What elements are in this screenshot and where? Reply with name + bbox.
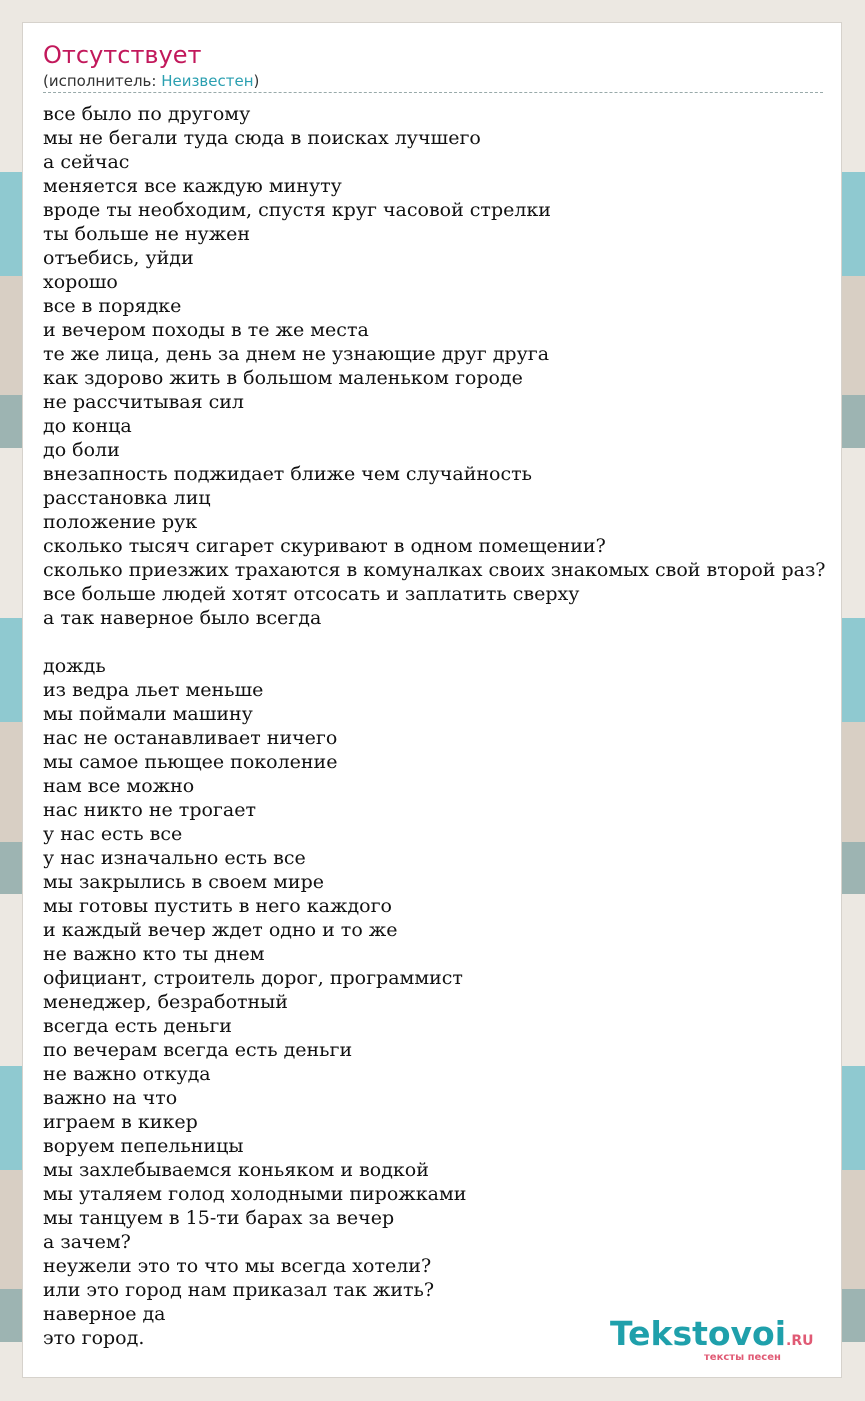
lyric-line: все было по другому [43,103,251,125]
site-logo[interactable] [610,1314,814,1363]
lyric-line: все в порядке [43,295,182,317]
lyric-line: ты больше не нужен [43,223,251,245]
lyric-line: отъебись, уйди [43,247,194,269]
lyric-line: вроде ты необходим, спустя круг часовой стрелки [43,199,551,221]
lyric-line: играем в кикер [43,1111,198,1133]
lyric-line: все больше людей хотят отсосать и заплатить сверху [43,583,580,605]
lyric-line: а сейчас [43,151,130,173]
lyric-line: важно на что [43,1087,178,1109]
lyric-line: до конца [43,415,132,437]
lyric-line: не рассчитывая сил [43,391,245,413]
lyric-line: по вечерам всегда есть деньги [43,1039,353,1061]
artist-prefix: (исполнитель: [43,72,162,90]
lyric-line: нас никто не трогает [43,799,256,821]
lyric-line: нас не останавливает ничего [43,727,338,749]
lyric-line: неужели это то что мы всегда хотели? [43,1255,432,1277]
lyric-line: или это город нам приказал так жить? [43,1279,435,1301]
lyric-line: мы готовы пустить в него каждого [43,895,392,917]
lyric-line: сколько тысяч сигарет скуривают в одном помещении? [43,535,606,557]
lyric-line: не важно откуда [43,1063,211,1085]
lyric-line: нам все можно [43,775,195,797]
lyrics-card [22,22,842,1378]
lyric-line: и каждый вечер ждет одно и то же [43,919,398,941]
lyric-line [43,630,841,654]
lyric-line: те же лица, день за днем не узнающие друг друга [43,343,550,365]
lyric-line: хорошо [43,271,118,293]
artist-link[interactable]: Неизвестен [161,72,254,90]
artist-suffix: ) [253,72,260,90]
lyric-line: мы танцуем в 15-ти барах за вечер [43,1207,395,1229]
song-title: Отсутствует [43,41,202,69]
lyric-line: как здорово жить в большом маленьком городе [43,367,523,389]
lyric-line: а так наверное было всегда [43,607,322,629]
lyric-line: мы уталяем голод холодными пирожками [43,1183,467,1205]
lyric-line: мы захлебываемся коньяком и водкой [43,1159,429,1181]
lyric-line: мы закрылись в своем мире [43,871,324,893]
lyric-line: воруем пепельницы [43,1135,244,1157]
lyric-line: мы самое пьющее поколение [43,751,338,773]
lyric-line: у нас есть все [43,823,183,845]
lyric-line: из ведра льет меньше [43,679,264,701]
logo-tagline: тексты песен [704,1352,781,1363]
lyric-line: официант, строитель дорог, программист [43,967,463,989]
lyric-line: у нас изначально есть все [43,847,306,869]
lyric-line: это город. [43,1327,145,1349]
lyric-line: мы поймали машину [43,703,253,725]
logo-name: Tekstovoi [610,1314,787,1353]
lyric-line: всегда есть деньги [43,1015,232,1037]
lyrics-text [43,102,841,1350]
lyric-line: сколько приезжих трахаются в комуналках своих знакомых свой второй раз? [43,559,826,581]
logo-tld: .RU [786,1333,814,1349]
lyric-line: а зачем? [43,1231,131,1253]
lyric-line: внезапность поджидает ближе чем случайность [43,463,532,485]
lyric-line: расстановка лиц [43,487,211,509]
lyric-line: не важно кто ты днем [43,943,265,965]
lyric-line: наверное да [43,1303,166,1325]
lyric-line: мы не бегали туда сюда в поисках лучшего [43,127,481,149]
lyric-line: менеджер, безработный [43,991,288,1013]
lyric-line: и вечером походы в те же места [43,319,369,341]
lyric-line: меняется все каждую минуту [43,175,342,197]
lyric-line: до боли [43,439,120,461]
lyric-line: дождь [43,655,106,677]
lyric-line: положение рук [43,511,198,533]
artist-line [43,72,823,93]
